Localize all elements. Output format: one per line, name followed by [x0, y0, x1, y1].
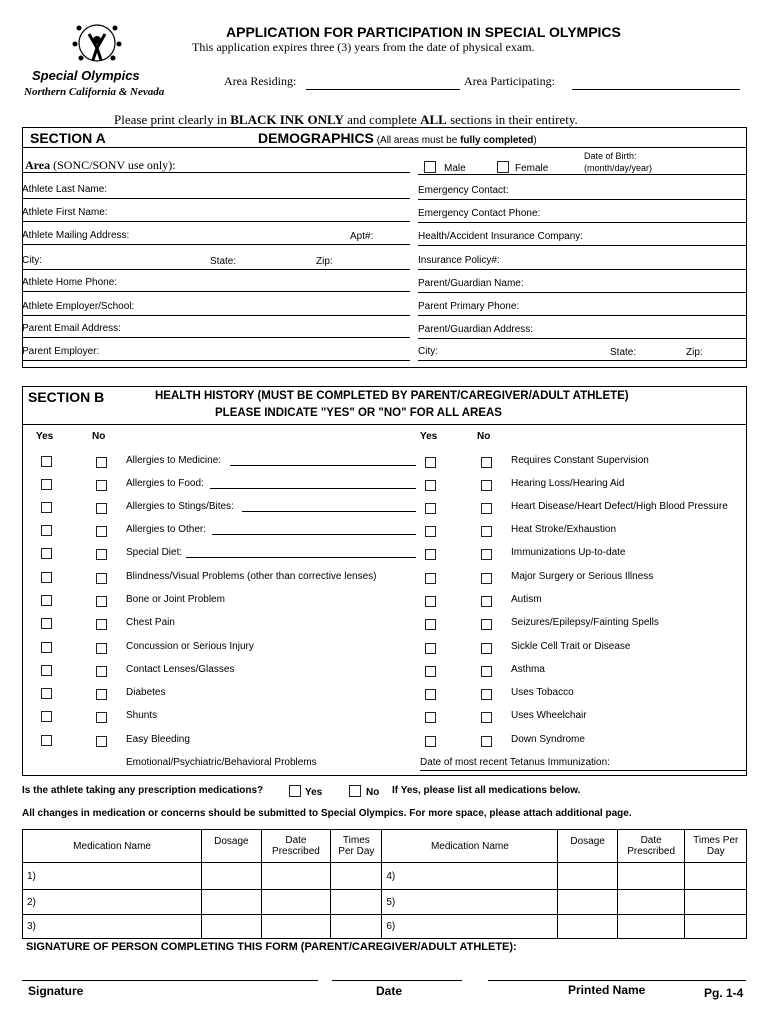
yes-header-left: Yes	[36, 431, 54, 442]
field-label: Parent/Guardian Name:	[418, 278, 524, 289]
col-date-2: Date Prescribed	[617, 830, 685, 863]
no-checkbox[interactable]	[96, 549, 107, 560]
area-note: (SONC/SONV use only):	[53, 158, 176, 172]
row-num[interactable]: 4)	[382, 863, 558, 890]
no-checkbox[interactable]	[96, 573, 107, 584]
female-label: Female	[515, 163, 549, 174]
health-item-detail-field[interactable]	[186, 557, 416, 558]
health-item-label: Easy Bleeding	[126, 734, 190, 745]
cell[interactable]	[261, 890, 331, 915]
section-b-label: SECTION B	[28, 389, 105, 405]
cell[interactable]	[202, 915, 261, 939]
no-checkbox[interactable]	[96, 619, 107, 630]
logo	[22, 20, 172, 100]
field-label: City:	[418, 346, 438, 357]
parent-employer-field[interactable]	[22, 344, 410, 361]
health-item-label: Hearing Loss/Hearing Aid	[511, 478, 625, 489]
cell[interactable]	[331, 890, 382, 915]
yes-checkbox[interactable]	[425, 643, 436, 654]
tetanus-field[interactable]	[420, 770, 746, 771]
no-checkbox[interactable]	[481, 549, 492, 560]
field-label: Emergency Contact:	[418, 185, 509, 196]
row-num[interactable]: 2)	[23, 890, 202, 915]
state-label: State:	[210, 256, 237, 267]
area-label	[25, 158, 176, 173]
parent-state-label: State:	[610, 347, 637, 358]
apt-label: Apt#:	[350, 231, 374, 242]
cell[interactable]	[558, 915, 617, 939]
yes-checkbox[interactable]	[425, 457, 436, 468]
dob-format: (month/day/year)	[584, 163, 653, 173]
no-checkbox[interactable]	[481, 596, 492, 607]
health-item-label: Uses Wheelchair	[511, 710, 587, 721]
health-item-label: Seizures/Epilepsy/Fainting Spells	[511, 617, 659, 628]
yes-checkbox[interactable]	[41, 735, 52, 746]
section-a-divider	[22, 147, 747, 148]
yes-checkbox[interactable]	[425, 526, 436, 537]
parent-guardian-name-field[interactable]	[418, 276, 746, 293]
yes-checkbox[interactable]	[41, 502, 52, 513]
yes-header-right: Yes	[420, 431, 438, 442]
male-checkbox[interactable]	[424, 161, 436, 173]
emergency-contact-phone-field[interactable]	[418, 206, 746, 223]
signature-field[interactable]	[22, 980, 318, 981]
yes-checkbox[interactable]	[425, 480, 436, 491]
health-item-label: Shunts	[126, 710, 158, 721]
table-row	[23, 915, 747, 939]
yes-checkbox[interactable]	[41, 688, 52, 699]
yes-checkbox[interactable]	[41, 525, 52, 536]
health-item-label: Heart Disease/Heart Defect/High Blood Pressure	[511, 501, 728, 512]
no-checkbox[interactable]	[481, 573, 492, 584]
yes-checkbox[interactable]	[425, 736, 436, 747]
health-item-detail-field[interactable]	[230, 465, 416, 466]
row-num[interactable]: 1)	[23, 863, 202, 890]
area-field[interactable]	[22, 172, 410, 173]
health-item-label: Diabetes	[126, 687, 166, 698]
athlete-first-name-field[interactable]	[22, 205, 410, 222]
field-label: Athlete Last Name:	[22, 184, 108, 195]
no-checkbox[interactable]	[481, 712, 492, 723]
yes-checkbox[interactable]	[41, 572, 52, 583]
col-med-name-2: Medication Name	[382, 830, 558, 863]
zip-label: Zip:	[316, 256, 333, 267]
field-label: Parent/Guardian Address:	[418, 324, 534, 335]
section-b-divider	[22, 424, 747, 425]
no-checkbox[interactable]	[96, 457, 107, 468]
no-checkbox[interactable]	[481, 619, 492, 630]
row-num[interactable]: 3)	[23, 915, 202, 939]
yes-checkbox[interactable]	[425, 619, 436, 630]
yes-checkbox[interactable]	[41, 711, 52, 722]
area-participating-label: Area Participating:	[464, 74, 555, 88]
parent-email-field[interactable]	[22, 321, 410, 338]
field-label: Health/Accident Insurance Company:	[418, 231, 584, 242]
printed-name-field[interactable]	[488, 980, 746, 981]
parent-guardian-address-field[interactable]	[418, 322, 746, 339]
no-checkbox[interactable]	[96, 712, 107, 723]
section-b-title-2: PLEASE INDICATE "YES" OR "NO" FOR ALL AREAS	[215, 407, 502, 419]
yes-checkbox[interactable]	[425, 549, 436, 560]
yes-checkbox[interactable]	[41, 595, 52, 606]
yes-checkbox[interactable]	[425, 712, 436, 723]
demographics-title: DEMOGRAPHICS	[258, 130, 374, 146]
field-label: Athlete Employer/School:	[22, 301, 135, 312]
cell[interactable]	[261, 863, 331, 890]
table-row	[23, 863, 747, 890]
athlete-home-phone-field[interactable]	[22, 275, 410, 292]
special-olympics-logo-icon	[67, 20, 127, 66]
no-checkbox[interactable]	[481, 480, 492, 491]
health-item-detail-field[interactable]	[242, 511, 416, 512]
health-item-label: Allergies to Other:	[126, 524, 207, 535]
instruction-ink: BLACK INK ONLY	[230, 112, 344, 127]
health-item-detail-field[interactable]	[210, 488, 416, 489]
field-label: Athlete First Name:	[22, 207, 108, 218]
field-label: Athlete Home Phone:	[22, 277, 118, 288]
field-label: Athlete Mailing Address:	[22, 230, 130, 241]
yes-checkbox[interactable]	[425, 503, 436, 514]
yes-checkbox[interactable]	[425, 666, 436, 677]
cell[interactable]	[202, 863, 261, 890]
no-checkbox[interactable]	[96, 689, 107, 700]
col-dosage: Dosage	[202, 830, 261, 863]
no-checkbox[interactable]	[481, 526, 492, 537]
section-a-label: SECTION A	[30, 130, 106, 146]
medication-header-row	[23, 830, 747, 863]
print-instruction	[114, 112, 578, 128]
no-checkbox[interactable]	[481, 643, 492, 654]
yes-checkbox[interactable]	[41, 665, 52, 676]
col-times-2: Times Per Day	[685, 830, 747, 863]
field-label: Insurance Policy#:	[418, 255, 500, 266]
cell[interactable]	[617, 915, 685, 939]
region-text: Northern California & Nevada	[24, 86, 165, 98]
yes-checkbox[interactable]	[41, 456, 52, 467]
health-item-label: Asthma	[511, 664, 545, 675]
rx-question: Is the athlete taking any prescription medications?	[22, 785, 264, 796]
row-num[interactable]: 6)	[382, 915, 558, 939]
no-checkbox[interactable]	[481, 666, 492, 677]
col-dosage-2: Dosage	[558, 830, 617, 863]
instruction-mid: and complete	[343, 112, 421, 127]
no-checkbox[interactable]	[96, 736, 107, 747]
field-label: Emergency Contact Phone:	[418, 208, 541, 219]
printed-name-label: Printed Name	[568, 983, 646, 997]
rx-yes-checkbox[interactable]	[289, 785, 301, 797]
cell[interactable]	[558, 863, 617, 890]
no-header-right: No	[477, 431, 491, 442]
cell[interactable]	[202, 890, 261, 915]
health-item-label: Blindness/Visual Problems (other than corrective lenses)	[126, 571, 377, 582]
col-date: Date Prescribed	[261, 830, 331, 863]
logo-text: Special Olympics	[32, 68, 140, 83]
no-checkbox[interactable]	[96, 643, 107, 654]
parent-primary-phone-field[interactable]	[418, 299, 746, 316]
cell[interactable]	[685, 863, 747, 890]
yes-checkbox[interactable]	[41, 642, 52, 653]
rx-no-label: No	[366, 787, 380, 798]
expiry-note: This application expires three (3) years from the date of physical exam.	[192, 40, 535, 54]
health-item-label: Down Syndrome	[511, 734, 585, 745]
field-label: Parent Employer:	[22, 346, 100, 357]
note-pre: (All areas must be	[376, 135, 461, 146]
cell[interactable]	[685, 915, 747, 939]
page-title: APPLICATION FOR PARTICIPATION IN SPECIAL OLYMPICS	[226, 24, 621, 40]
no-checkbox[interactable]	[481, 689, 492, 700]
table-row	[23, 890, 747, 915]
cell[interactable]	[261, 915, 331, 939]
area-participating-field[interactable]	[572, 89, 740, 90]
health-item-label: Bone or Joint Problem	[126, 594, 225, 605]
date-label: Date	[376, 984, 403, 998]
health-item-label: Emotional/Psychiatric/Behavioral Problems	[126, 757, 317, 768]
health-item-label: Contact Lenses/Glasses	[126, 664, 235, 675]
note-bold: fully completed	[460, 135, 534, 146]
health-item-label: Heat Stroke/Exhaustion	[511, 524, 617, 535]
instruction-all: ALL	[420, 112, 447, 127]
no-checkbox[interactable]	[481, 457, 492, 468]
health-item-label: Concussion or Serious Injury	[126, 641, 254, 652]
health-item-label: Uses Tobacco	[511, 687, 574, 698]
parent-zip-label: Zip:	[686, 347, 703, 358]
female-checkbox[interactable]	[497, 161, 509, 173]
athlete-employer-field[interactable]	[22, 299, 410, 316]
section-a-title	[258, 130, 537, 146]
health-item-label: Allergies to Medicine:	[126, 455, 222, 466]
no-checkbox[interactable]	[96, 503, 107, 514]
cell[interactable]	[558, 890, 617, 915]
no-checkbox[interactable]	[96, 526, 107, 537]
health-item-label: Autism	[511, 594, 542, 605]
cell[interactable]	[617, 863, 685, 890]
yes-checkbox[interactable]	[425, 596, 436, 607]
note-post: )	[533, 135, 537, 146]
no-checkbox[interactable]	[96, 596, 107, 607]
health-item-label: Special Diet:	[126, 547, 183, 558]
date-field[interactable]	[332, 980, 462, 981]
insurance-company-field[interactable]	[418, 229, 746, 246]
yes-checkbox[interactable]	[41, 618, 52, 629]
section-b-title-1: HEALTH HISTORY (MUST BE COMPLETED BY PARENT/CAREGIVER/ADULT ATHLETE)	[155, 390, 629, 402]
field-label: Parent Primary Phone:	[418, 301, 520, 312]
yes-checkbox[interactable]	[41, 548, 52, 559]
health-item-label: Immunizations Up-to-date	[511, 547, 626, 558]
health-item-detail-field[interactable]	[212, 534, 416, 535]
cell[interactable]	[331, 863, 382, 890]
instruction-post: sections in their entirety.	[446, 112, 578, 127]
changes-note: All changes in medication or concerns should be submitted to Special Olympics. For more space, please attach additional page.	[22, 808, 632, 819]
no-checkbox[interactable]	[96, 666, 107, 677]
gender-dob-field[interactable]	[418, 174, 746, 175]
rx-list-note: If Yes, please list all medications below.	[392, 785, 581, 796]
male-label: Male	[444, 163, 466, 174]
area-word: Area	[25, 158, 51, 172]
no-checkbox[interactable]	[96, 480, 107, 491]
cell[interactable]	[685, 890, 747, 915]
yes-checkbox[interactable]	[425, 573, 436, 584]
signature-label: Signature	[28, 984, 84, 998]
no-checkbox[interactable]	[481, 503, 492, 514]
col-times: Times Per Day	[331, 830, 382, 863]
emergency-contact-field[interactable]	[418, 183, 746, 200]
health-item-label: Requires Constant Supervision	[511, 455, 649, 466]
no-checkbox[interactable]	[481, 736, 492, 747]
col-med-name: Medication Name	[23, 830, 202, 863]
dob-label: Date of Birth:	[584, 151, 637, 161]
health-item-label: Allergies to Food:	[126, 478, 204, 489]
area-residing-label: Area Residing:	[224, 74, 297, 88]
row-num[interactable]: 5)	[382, 890, 558, 915]
rx-yes-label: Yes	[305, 787, 323, 798]
health-item-label: Major Surgery or Serious Illness	[511, 571, 654, 582]
page-number: Pg. 1-4	[704, 986, 744, 1000]
medication-table	[22, 829, 747, 939]
rx-no-checkbox[interactable]	[349, 785, 361, 797]
health-item-label: Sickle Cell Trait or Disease	[511, 641, 631, 652]
cell[interactable]	[617, 890, 685, 915]
yes-checkbox[interactable]	[425, 689, 436, 700]
area-residing-field[interactable]	[306, 89, 460, 90]
athlete-last-name-field[interactable]	[22, 182, 410, 199]
insurance-policy-field[interactable]	[418, 253, 746, 270]
health-item-label: Allergies to Stings/Bites:	[126, 501, 234, 512]
field-label: Parent Email Address:	[22, 323, 121, 334]
signature-heading: SIGNATURE OF PERSON COMPLETING THIS FORM (PARENT/CAREGIVER/ADULT ATHLETE):	[26, 941, 517, 953]
field-label: City:	[22, 255, 42, 266]
health-item-label: Chest Pain	[126, 617, 175, 628]
no-header-left: No	[92, 431, 106, 442]
yes-checkbox[interactable]	[41, 479, 52, 490]
cell[interactable]	[331, 915, 382, 939]
instruction-pre: Please print clearly in	[114, 112, 231, 127]
tetanus-label: Date of most recent Tetanus Immunization:	[420, 757, 610, 768]
